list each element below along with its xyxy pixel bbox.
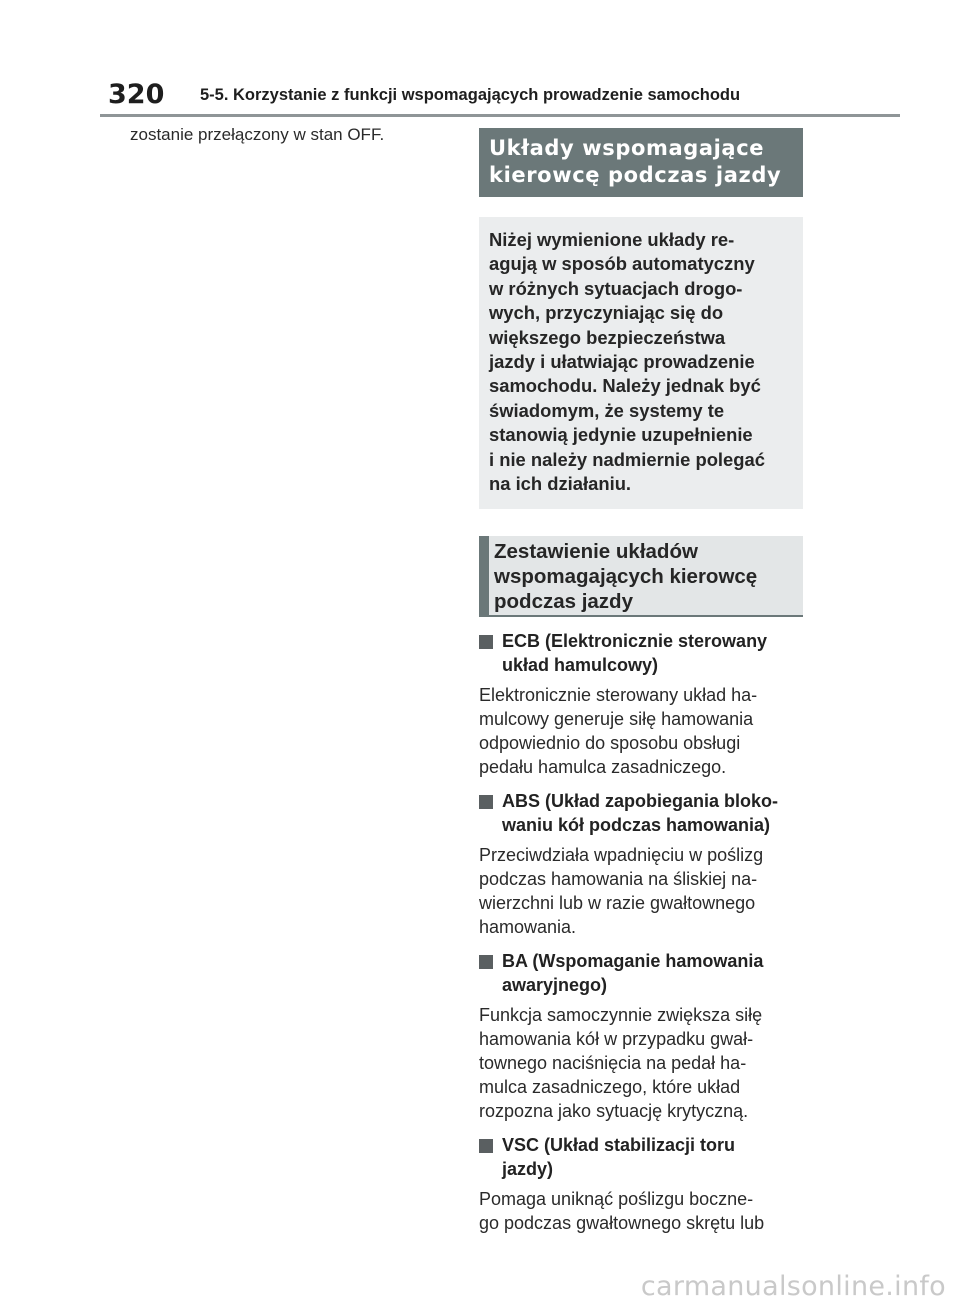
filled-square-icon [479, 955, 493, 969]
header-divider [100, 114, 900, 117]
feature-ba [479, 949, 803, 1123]
feature-title-line: ECB (Elektronicznie sterowany [502, 631, 768, 652]
filled-square-icon [479, 1139, 493, 1153]
site-watermark: carmanualsonline.info [640, 1271, 946, 1302]
intro-line: w różnych sytuacjach drogo- [489, 277, 743, 299]
feature-desc-line: Funkcja samoczynnie zwiększa siłę [479, 1005, 763, 1026]
feature-vsc [479, 1133, 803, 1235]
feature-desc-line: go podczas gwałtownego skrętu lub [479, 1213, 765, 1234]
feature-desc-line: podczas hamowania na śliskiej na- [479, 869, 758, 890]
filled-square-icon [479, 795, 493, 809]
feature-desc-line: odpowiednio do sposobu obsługi [479, 733, 741, 754]
intro-line: Niżej wymienione układy re- [489, 229, 735, 250]
feature-desc-line: wierzchni lub w razie gwałtownego [479, 893, 756, 914]
feature-title-line: BA (Wspomaganie hamowania [502, 951, 764, 972]
feature-abs [479, 789, 803, 939]
feature-desc-line: Przeciwdziała wpadnięciu w poślizg [479, 845, 764, 866]
feature-desc-line: rozpozna jako sytuację krytyczną. [479, 1101, 749, 1122]
intro-line: agują w sposób automatyczny [489, 253, 755, 275]
feature-desc-line: townego naciśnięcia na pedał ha- [479, 1053, 747, 1074]
feature-title-line: VSC (Układ stabilizacji toru [502, 1135, 736, 1156]
intro-line: samochodu. Należy jednak być [489, 375, 761, 397]
intro-line: świadomym, że systemy te [489, 399, 725, 421]
intro-line: stanowią jedynie uzupełnienie [489, 424, 753, 446]
feature-title-line: awaryjnego) [502, 975, 608, 996]
subsection-title-line: podczas jazdy [494, 590, 633, 614]
left-column [130, 124, 450, 146]
intro-line: jazdy i ułatwiając prowadzenie [489, 351, 755, 373]
subsection-title [479, 536, 803, 617]
feature-desc-line: Pomaga uniknąć poślizgu boczne- [479, 1189, 754, 1210]
subsection-title-line: Zestawienie układów [494, 540, 698, 564]
section-title-line: kierowcę podczas jazdy [489, 163, 782, 187]
intro-line: większego bezpieczeństwa [489, 326, 726, 348]
feature-title-line: ABS (Układ zapobiegania bloko- [502, 791, 779, 812]
feature-title [479, 789, 803, 837]
page-number: 320 [108, 79, 165, 110]
section-title-line: Układy wspomagające [489, 136, 765, 160]
feature-description [479, 683, 803, 779]
feature-description [479, 1003, 803, 1123]
feature-title [479, 629, 803, 677]
right-column [479, 128, 803, 1235]
feature-title [479, 1133, 803, 1181]
feature-title-line: jazdy) [502, 1159, 554, 1180]
feature-title [479, 949, 803, 997]
chapter-title: 5-5. Korzystanie z funkcji wspomagających prowadzenie samochodu [200, 86, 741, 104]
intro-line: na ich działaniu. [489, 473, 632, 495]
feature-desc-line: pedału hamulca zasadniczego. [479, 757, 727, 778]
feature-ecb [479, 629, 803, 779]
feature-desc-line: hamowania. [479, 917, 577, 938]
feature-desc-line: mulcowy generuje siłę hamowania [479, 709, 754, 730]
intro-line: wych, przyczyniając się do [489, 302, 724, 324]
feature-description [479, 843, 803, 939]
intro-line: i nie należy nadmiernie polegać [489, 448, 765, 470]
subsection-title-line: wspomagających kierowcę [494, 565, 758, 589]
continued-text: zostanie przełączony w stan OFF. [130, 125, 385, 144]
filled-square-icon [479, 635, 493, 649]
feature-description [479, 1187, 803, 1235]
section-title [479, 128, 803, 197]
intro-box [479, 217, 803, 509]
feature-desc-line: hamowania kół w przypadku gwał- [479, 1029, 754, 1050]
page-header [100, 78, 900, 118]
feature-title-line: układ hamulcowy) [502, 655, 659, 676]
feature-desc-line: mulca zasadniczego, które układ [479, 1077, 741, 1098]
feature-title-line: waniu kół podczas hamowania) [502, 815, 771, 836]
feature-desc-line: Elektronicznie sterowany układ ha- [479, 685, 758, 706]
